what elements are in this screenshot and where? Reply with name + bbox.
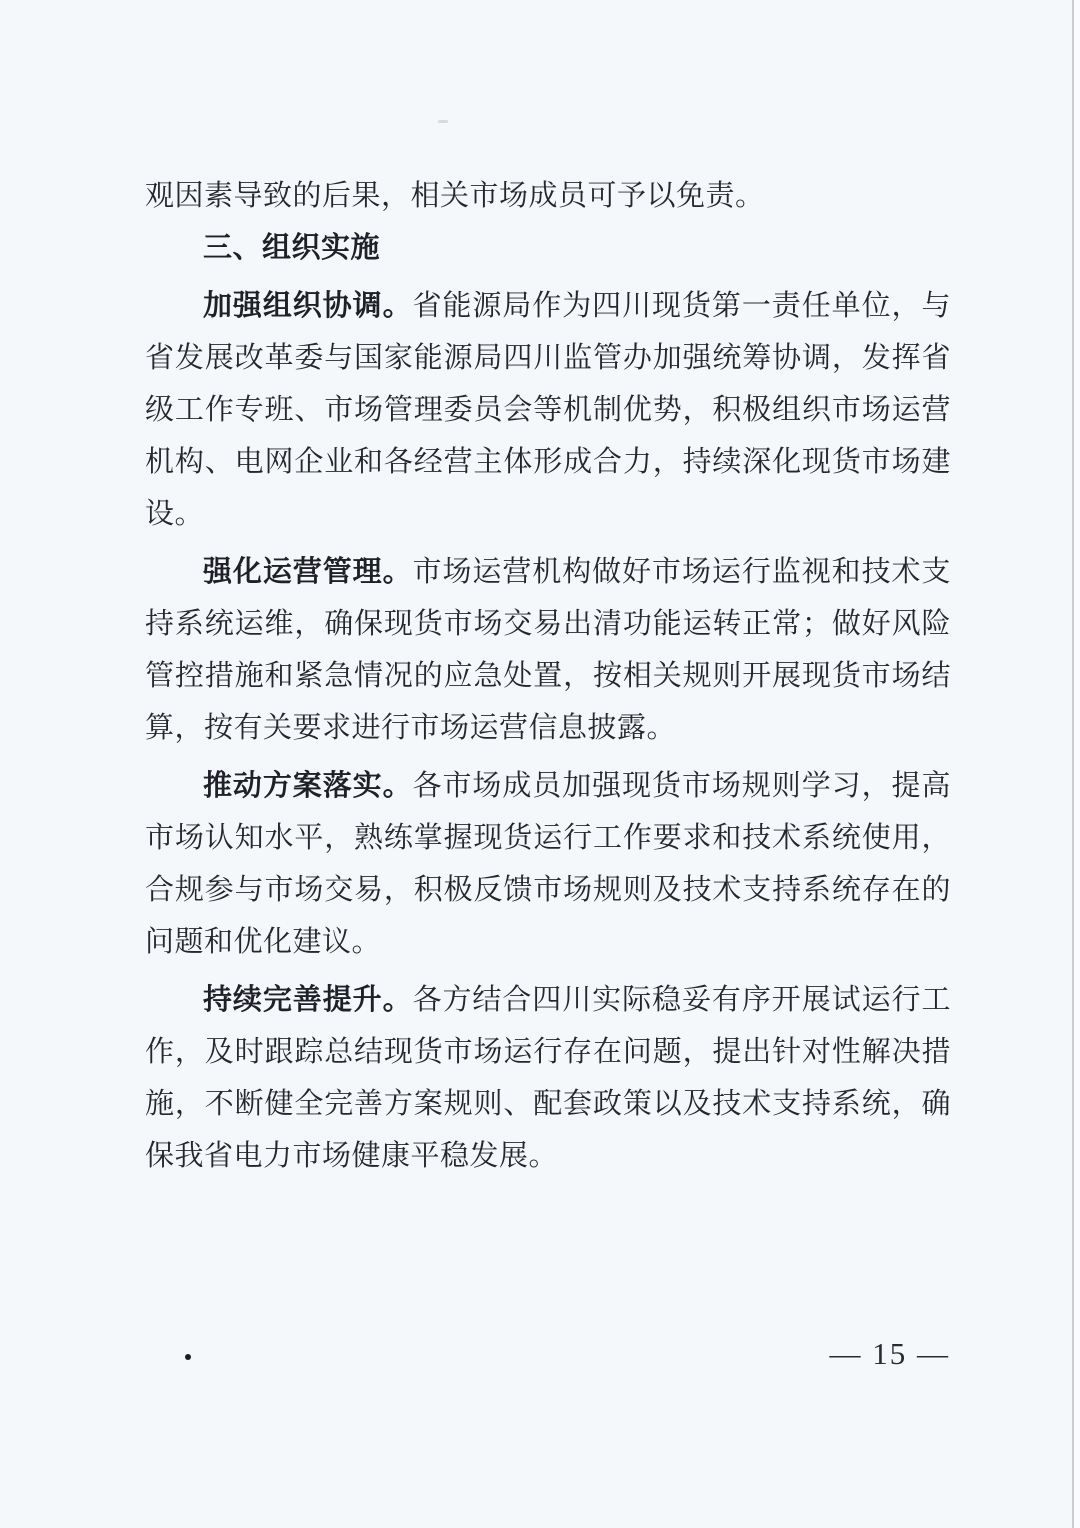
scan-speck (438, 120, 448, 123)
paragraph-text: 市场运营机构做好市场运行监视和技术支持系统运维，确保现货市场交易出清功能运转正常；做好风险管控措施和紧急情况的应急处置，按相关规则开展现货市场结算，按有关要求进行市场运营信息披露。 (145, 556, 951, 744)
page-number: — 15 — (829, 1336, 950, 1371)
paragraph-lead: 持续完善提升。 (203, 984, 413, 1016)
paragraph-lead: 加强组织协调。 (203, 290, 413, 322)
document-body (145, 170, 951, 1182)
paragraph-text: 省能源局作为四川现货第一责任单位，与省发展改革委与国家能源局四川监管办加强统筹协调，发挥省级工作专班、市场管理委员会等机制优势，积极组织市场运营机构、电网企业和各经营主体形成合力，持续深化现货市场建设。 (145, 290, 951, 530)
paragraph (145, 760, 951, 968)
paragraph-lead: 强化运营管理。 (203, 556, 413, 588)
paragraph-text: 各市场成员加强现货市场规则学习，提高市场认知水平，熟练掌握现货运行工作要求和技术系统使用，合规参与市场交易，积极反馈市场规则及技术支持系统存在的问题和优化建议。 (145, 770, 951, 958)
section-heading: 三、组织实施 (203, 232, 381, 264)
paragraph (145, 280, 951, 540)
continuation-line: 观因素导致的后果，相关市场成员可予以免责。 (145, 180, 765, 212)
paragraph (145, 546, 951, 754)
paragraph-lead: 推动方案落实。 (203, 770, 413, 802)
ink-dot-mark (185, 1354, 191, 1360)
scan-edge-line (1072, 0, 1074, 1528)
scan-edge-strip (1074, 0, 1080, 1528)
paragraph (145, 974, 951, 1182)
paragraph-text: 各方结合四川实际稳妥有序开展试运行工作，及时跟踪总结现货市场运行存在问题，提出针对性解决措施，不断健全完善方案规则、配套政策以及技术支持系统，确保我省电力市场健康平稳发展。 (145, 984, 951, 1172)
